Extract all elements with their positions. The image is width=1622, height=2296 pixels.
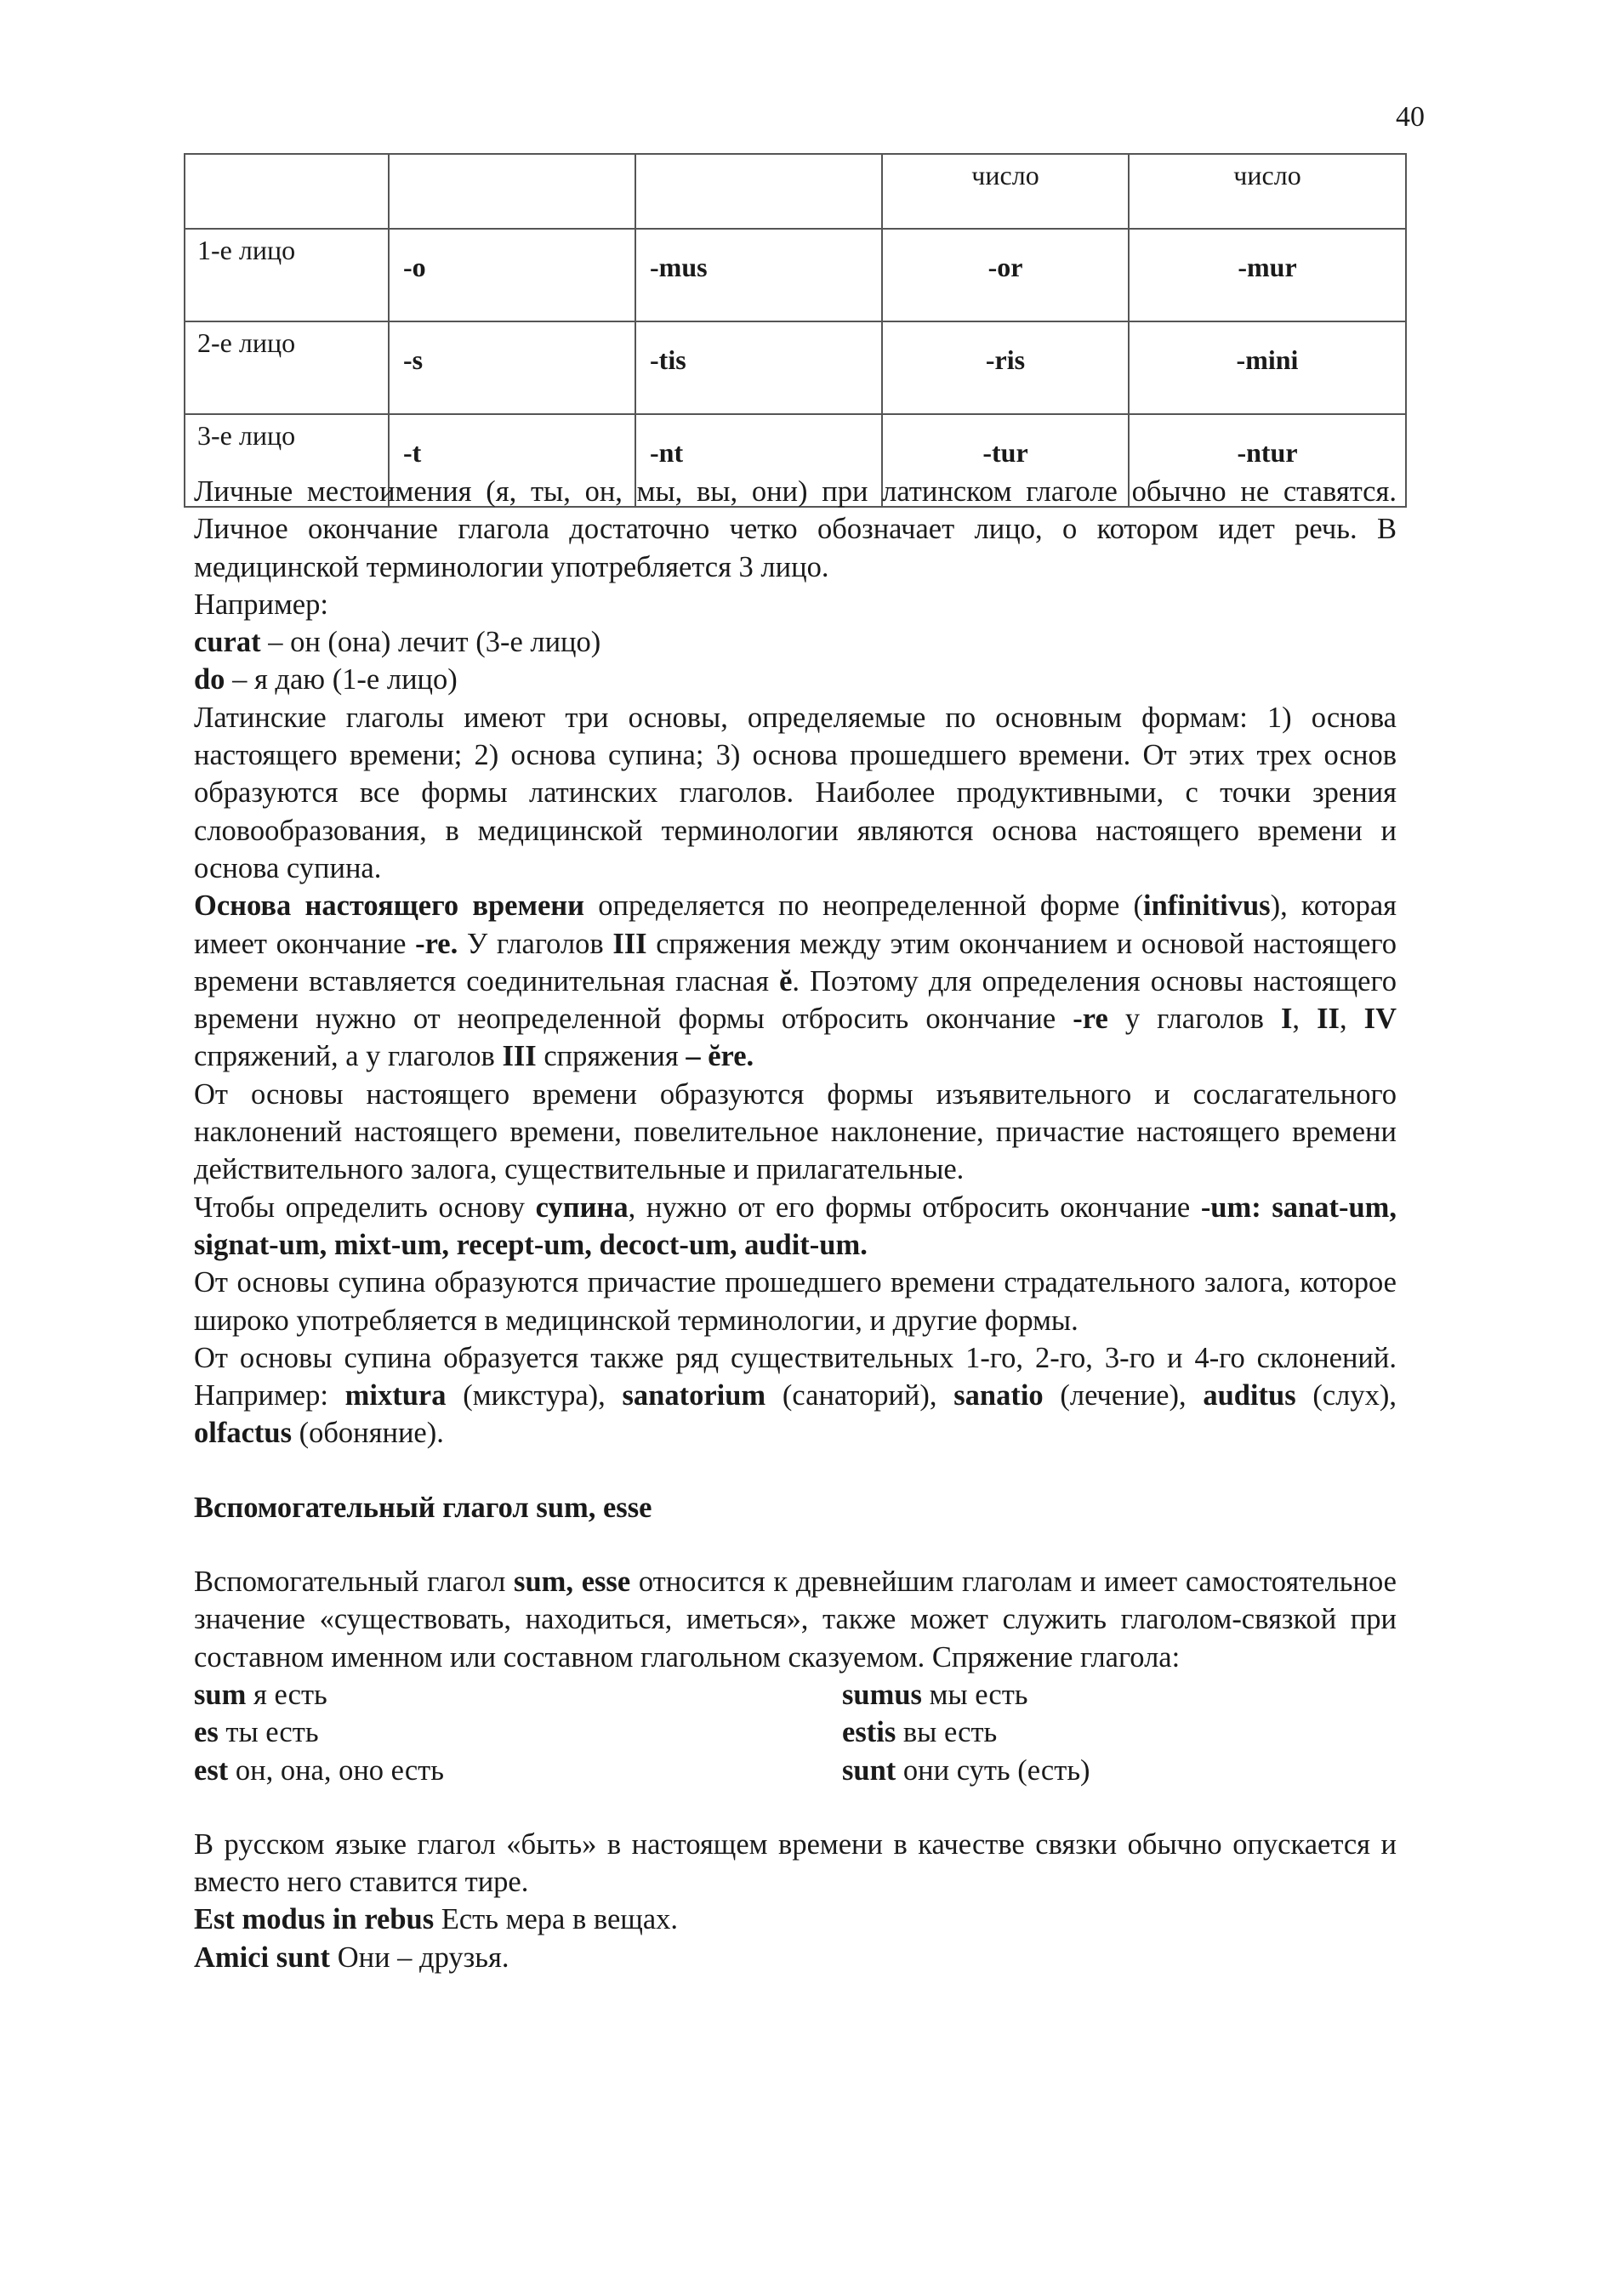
conjugation-list [194,1676,1397,1789]
paragraph-supine-forms: От основы супина образуются причастие прошедшего времени страдательного залога, которое широко употребляется в медицинской терминологии, и другие формы. [194,1266,1397,1337]
bold-term: II [1317,1003,1340,1036]
ending-cell: -t [389,414,635,507]
example-sentence [194,1901,1397,1938]
example-translation: – я даю (1-е лицо) [225,663,458,696]
ending-cell: -or [882,229,1129,321]
translation: они суть (есть) [896,1753,1090,1787]
table-header-row [185,154,1406,229]
bold-term: mixtura [344,1379,447,1412]
conjugation-item [842,1676,1397,1713]
text-run: (слух), [1295,1379,1397,1412]
text-run: (обоняние). [292,1417,444,1450]
text-run: (микстура), [446,1379,623,1412]
person-cell: 1-е лицо [185,229,389,321]
paragraph-supine-nouns [194,1339,1397,1452]
example-line [194,623,1397,661]
translation: вы есть [896,1716,998,1749]
paragraph-personal-pronouns: Личные местоимения (я, ты, он, мы, вы, они) при латинском глаголе обычно не ставятся. Личное окончание глагола достаточно четко обозначает лицо, о котором идет речь. В медицинской терминологии употребляется 3 лицо. [194,475,1397,583]
table-header-cell: число [1129,154,1406,229]
bold-term: супина [535,1191,629,1224]
table-header-cell [635,154,882,229]
text-run: спряжений, а у глаголов [194,1040,503,1073]
conjugation-item [194,1713,842,1751]
translation: Есть мера в вещах. [434,1903,679,1936]
bold-term: Основа настоящего времени [194,889,585,923]
text-run: . Поэтому для определения основы настоящего времени нужно от неопределенной формы отбросить окончание [194,964,1397,1036]
bold-term: auditus [1203,1379,1296,1412]
text-run: относится к древнейшим глаголам и имеет самостоятельное значение «существовать, находиться, иметься», также может служить глаголом-связкой при составном именном или составном глагольном сказуемом. Спряжение глагола: [194,1566,1397,1674]
paragraph-supine-stem [194,1189,1397,1265]
table-header-cell [389,154,635,229]
bold-term: I [1280,1003,1293,1036]
text-run: спряжения [536,1040,686,1073]
translation: мы есть [921,1678,1028,1711]
bold-term: -re [1073,1003,1108,1036]
text-run: определяется по неопределенной форме ( [584,889,1144,923]
bold-term: sanatio [953,1379,1044,1412]
paragraph-copula-russian: В русском языке глагол «быть» в настоящем времени в качестве связки обычно опускается и вместо него ставится тире. [194,1827,1397,1899]
text-run: , нужно от его формы отбросить окончание [628,1191,1201,1224]
latin-word: estis [842,1716,896,1749]
section-heading: Вспомогательный глагол sum, esse [194,1491,652,1524]
ending-cell: -o [389,229,635,321]
latin-word: sunt [842,1753,896,1787]
latin-word: curat [194,626,261,659]
translation: он, она, оно есть [228,1753,444,1787]
latin-word: sum [194,1678,247,1711]
example-sentence [194,1939,1397,1976]
bold-term: IV [1363,1003,1397,1036]
person-cell: 2-е лицо [185,321,389,414]
text-run: Чтобы определить основу [194,1191,536,1224]
latin-word: sumus [842,1678,922,1711]
person-cell: 3-е лицо [185,414,389,507]
table-row [185,321,1406,414]
table-header-cell [185,154,389,229]
translation: Они – друзья. [330,1941,509,1974]
latin-word: es [194,1716,219,1749]
translation: я есть [246,1678,327,1711]
paragraph-three-stems: Латинские глаголы имеют три основы, определяемые по основным формам: 1) основа настоящего времени; 2) основа супина; 3) основа прошедшего времени. От этих трех основ образуются все формы латинских глаголов. Наиболее продуктивными, с точки зрения словообразования, в медицинской терминологии являются основа настоящего времени и основа супина. [194,701,1397,884]
text-run: От основы супина образуется также ряд существительных 1-го, 2-го, 3-го и 4-го склонений. Например: [194,1341,1397,1412]
ending-cell: -tis [635,321,882,414]
ending-cell: -ntur [1129,414,1406,507]
bold-term: III [502,1040,537,1073]
personal-endings-table [184,153,1407,508]
ending-cell: -mur [1129,229,1406,321]
text-run: , [1339,1003,1364,1036]
latin-phrase: Amici sunt [194,1941,331,1974]
example-line [194,661,1397,698]
table-row [185,229,1406,321]
bold-term: olfactus [194,1417,292,1450]
text-run: ), которая имеет окончание [194,889,1397,960]
bold-term: – ĕre. [686,1040,754,1073]
latin-phrase: Est modus in rebus [194,1903,435,1936]
bold-term: infinitivus [1143,889,1271,923]
text-run: У глаголов [458,927,613,960]
translation: ты есть [218,1716,319,1749]
latin-word: est [194,1753,229,1787]
example-label: Например: [194,588,328,621]
ending-cell: -tur [882,414,1129,507]
ending-cell: -mus [635,229,882,321]
conjugation-item [842,1752,1397,1789]
text-run: спряжения между этим окончанием и основой настоящего времени вставляется соединительная гласная [194,927,1397,997]
conjugation-item [842,1713,1397,1751]
bold-term: -re. [415,927,458,960]
bold-term: -um: sanat-um, signat-um, mixt-um, recept-um, decoct-um, audit-um. [194,1191,1397,1261]
page-number: 40 [1396,101,1425,133]
text-run: у глаголов [1107,1003,1281,1036]
bold-term: sum, esse [514,1566,631,1599]
text-run: , [1292,1003,1318,1036]
example-translation: – он (она) лечит (3-е лицо) [260,626,601,659]
bold-term: ĕ [779,964,793,997]
bold-term: sanatorium [622,1379,766,1412]
ending-cell: -ris [882,321,1129,414]
document-body [194,473,1397,1976]
paragraph-present-forms: От основы настоящего времени образуются формы изъявительного и сослагательного наклонений настоящего времени, повелительное наклонение, причастие настоящего времени действительного залога, существительные и прилагательные. [194,1077,1397,1186]
table-header-cell: число [882,154,1129,229]
paragraph-present-stem [194,887,1397,1075]
text-run: (санаторий), [765,1379,954,1412]
paragraph-sum-esse [194,1563,1397,1676]
text-run: Вспомогательный глагол [194,1566,515,1599]
conjugation-item [194,1752,842,1789]
conjugation-item [194,1676,842,1713]
latin-word: do [194,663,225,696]
ending-cell: -mini [1129,321,1406,414]
bold-term: III [612,927,647,960]
ending-cell: -nt [635,414,882,507]
ending-cell: -s [389,321,635,414]
text-run: (лечение), [1043,1379,1204,1412]
